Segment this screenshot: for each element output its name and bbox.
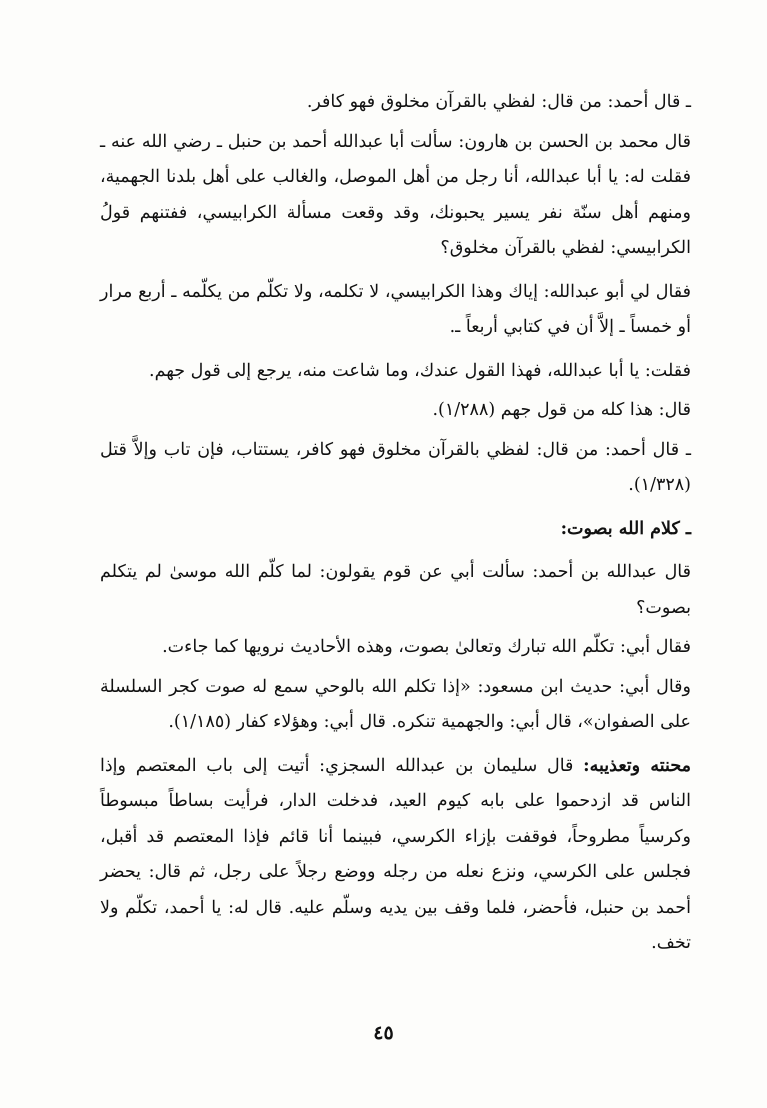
- page-number: ٤٥: [373, 1022, 394, 1044]
- paragraph-9: [100, 630, 691, 666]
- paragraph-10: [100, 670, 691, 741]
- paragraph-3: [100, 275, 691, 346]
- section-heading: [100, 512, 691, 548]
- paragraph-text: قال سليمان بن عبدالله السجزي: أتيت إلى باب المعتصم وإذا الناس قد ازدحموا على بابه كيوم العيد، فدخلت الدار، فرأيت بساطاً مبسوطاً وكرسياً مطروحاً، فوقفت بإزاء الكرسي، فبينما أنا قائم فإذا المعتصم قد أقبل، فجلس على الكرسي، ونزع نعله من رجله ووضع رجلاً على رجل، ثم قال: يحضر أحمد بن حنبل، فأحضر، فلما وقف بين يديه وسلّم عليه. قال له: يا أحمد، تكلّم ولا تخف.: [100, 755, 691, 953]
- paragraph-5: [100, 393, 691, 429]
- paragraph-text: قال محمد بن الحسن بن هارون: سألت أبا عبدالله أحمد بن حنبل ـ رضي الله عنه ـ فقلت له: يا أبا عبدالله، أنا رجل من أهل الموصل، والغالب على أهل بلدنا الجهمية، ومنهم أهل سنّة نفر يسير يحبونك، وقد وقعت مسألة الكرابيسي، ففتنهم قولُ الكرابيسي: لفظي بالقرآن مخلوق؟: [100, 131, 691, 258]
- paragraph-6: [100, 433, 691, 504]
- paragraph-text: ـ قال أحمد: من قال: لفظي بالقرآن مخلوق فهو كافر.: [306, 92, 691, 112]
- paragraph-text: فقلت: يا أبا عبدالله، فهذا القول عندك، وما شاعت منه، يرجع إلى قول جهم.: [149, 360, 691, 381]
- body-text: [100, 85, 691, 966]
- paragraph-2: [100, 125, 691, 267]
- paragraph-11: [100, 749, 691, 962]
- paragraph-1: [100, 85, 691, 121]
- paragraph-8: [100, 555, 691, 626]
- paragraph-text: وقال أبي: حديث ابن مسعود: «إذا تكلم الله بالوحي سمع له صوت كجر السلسلة على الصفوان»، قال أبي: والجهمية تنكره. قال أبي: وهؤلاء كفار (١/١٨٥).: [100, 676, 691, 732]
- paragraph-4: [100, 354, 691, 390]
- paragraph-text: ـ قال أحمد: من قال: لفظي بالقرآن مخلوق فهو كافر، يستتاب، فإن تاب وإلاَّ قتل (١/٣٢٨).: [100, 439, 691, 495]
- paragraph-text: قال: هذا كله من قول جهم (١/٢٨٨).: [432, 400, 691, 420]
- section-heading-text: ـ كلام الله بصوت:: [560, 518, 691, 539]
- paragraph-text: فقال أبي: تكلّم الله تبارك وتعالىٰ بصوت، وهذه الأحاديث نرويها كما جاءت.: [162, 637, 691, 657]
- paragraph-text: قال عبدالله بن أحمد: سألت أبي عن قوم يقولون: لما كلّم الله موسىٰ لم يتكلم بصوت؟: [100, 562, 691, 618]
- paragraph-text: فقال لي أبو عبدالله: إياك وهذا الكرابيسي، لا تكلمه، ولا تكلّم من يكلّمه ـ أربع مرار أو خمساً ـ إلاَّ أن في كتابي أربعاً ـ.: [100, 281, 691, 337]
- paragraph-heading: محنته وتعذيبه:: [583, 755, 691, 776]
